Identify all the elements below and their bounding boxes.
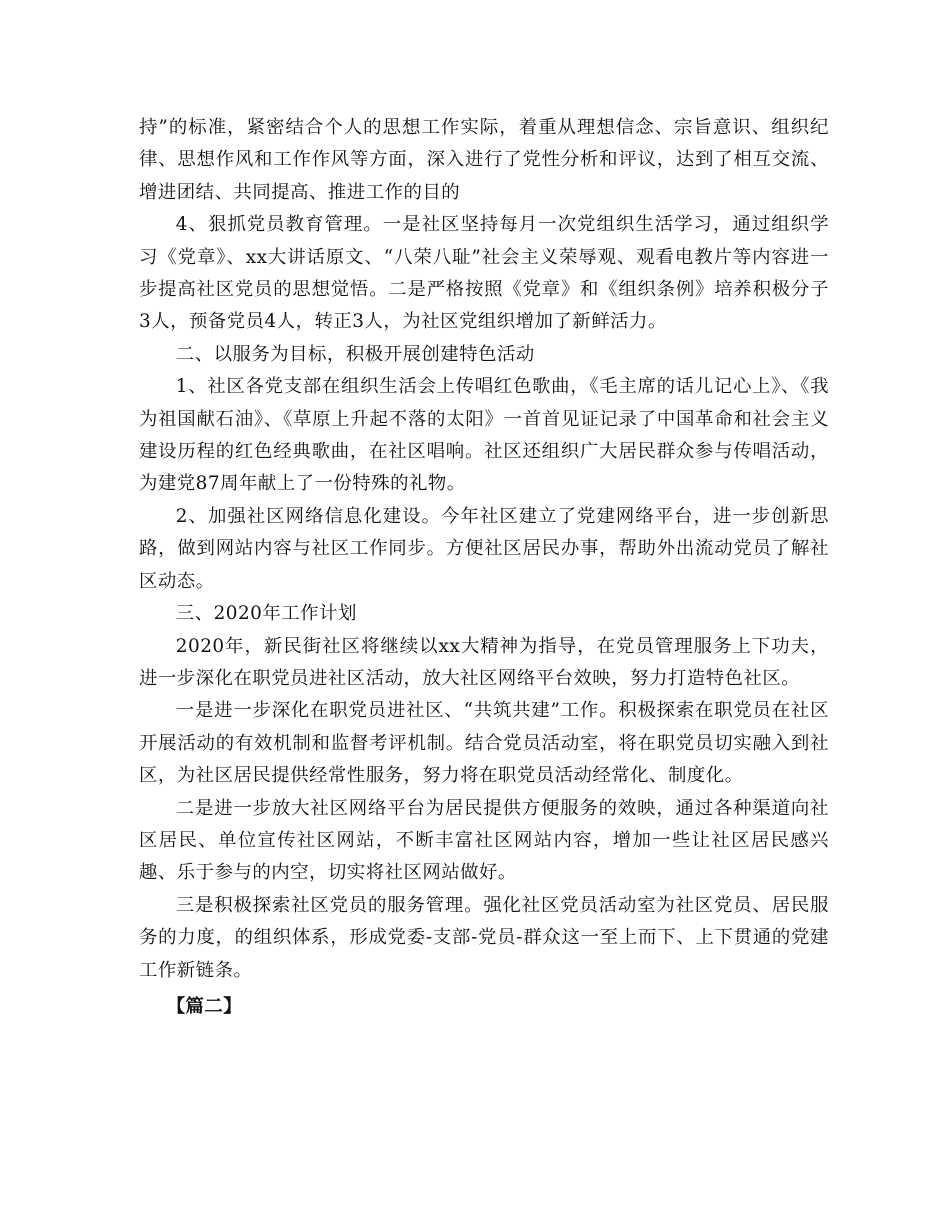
paragraph-item-1: 1、社区各党支部在组织生活会上传唱红色歌曲，《毛主席的话儿记心上》、《我为祖国献石油》、《草原上升起不落的太阳》一首首见证记录了中国革命和社会主义建设历程的红色经典歌曲，在社区唱响。社区还组织广大居民群众参与传唱活动，为建党87周年献上了一份特殊的礼物。 bbox=[139, 376, 829, 495]
section-label: 【篇二】 bbox=[166, 995, 243, 1017]
section-heading-2: 二、以服务为目标，积极开展创建特色活动 bbox=[175, 343, 535, 365]
paragraph-item-4: 4、狠抓党员教育管理。一是社区坚持每月一次党组织生活学习，通过组织学习《党章》、xx大讲话原文、“八荣八耻”社会主义荣辱观、观看电教片等内容进一步提高社区党员的思想觉悟。二是严格按照《党章》和《组织条例》培养积极分子3人，预备党员4人，转正3人，为社区党组织增加了新鲜活力。 bbox=[139, 214, 829, 333]
document-body bbox=[139, 112, 829, 1023]
paragraph-item-2: 2、加强社区网络信息化建设。今年社区建立了党建网络平台，进一步创新思路，做到网站内容与社区工作同步。方便社区居民办事，帮助外出流动党员了解社区动态。 bbox=[139, 505, 829, 592]
paragraph-plan-1: 一是进一步深化在职党员进社区、“共筑共建”工作。积极探索在职党员在社区开展活动的有效机制和监督考评机制。结合党员活动室，将在职党员切实融入到社区，为社区居民提供经常性服务，努力将在职党员活动经常化、制度化。 bbox=[139, 700, 829, 787]
paragraph-plan-2: 二是进一步放大社区网络平台为居民提供方便服务的效映，通过各种渠道向社区居民、单位宣传社区网站，不断丰富社区网站内容，增加一些让社区居民感兴趣、乐于参与的内空，切实将社区网站做好。 bbox=[139, 797, 829, 884]
paragraph-plan-3: 三是积极探索社区党员的服务管理。强化社区党员活动室为社区党员、居民服务的力度，的组织体系，形成党委-支部-党员-群众这一至上而下、上下贯通的党建工作新链条。 bbox=[139, 894, 829, 981]
paragraph-plan-intro: 2020年，新民街社区将继续以xx大精神为指导，在党员管理服务上下功夫，进一步深化在职党员进社区活动，放大社区网络平台效映，努力打造特色社区。 bbox=[139, 635, 829, 689]
paragraph-continuation: 持”的标准，紧密结合个人的思想工作实际，着重从理想信念、宗旨意识、组织纪律、思想作风和工作作风等方面，深入进行了党性分析和评议，达到了相互交流、增进团结、共同提高、推进工作的目的 bbox=[139, 117, 829, 203]
section-heading-3: 三、2020年工作计划 bbox=[175, 603, 357, 625]
